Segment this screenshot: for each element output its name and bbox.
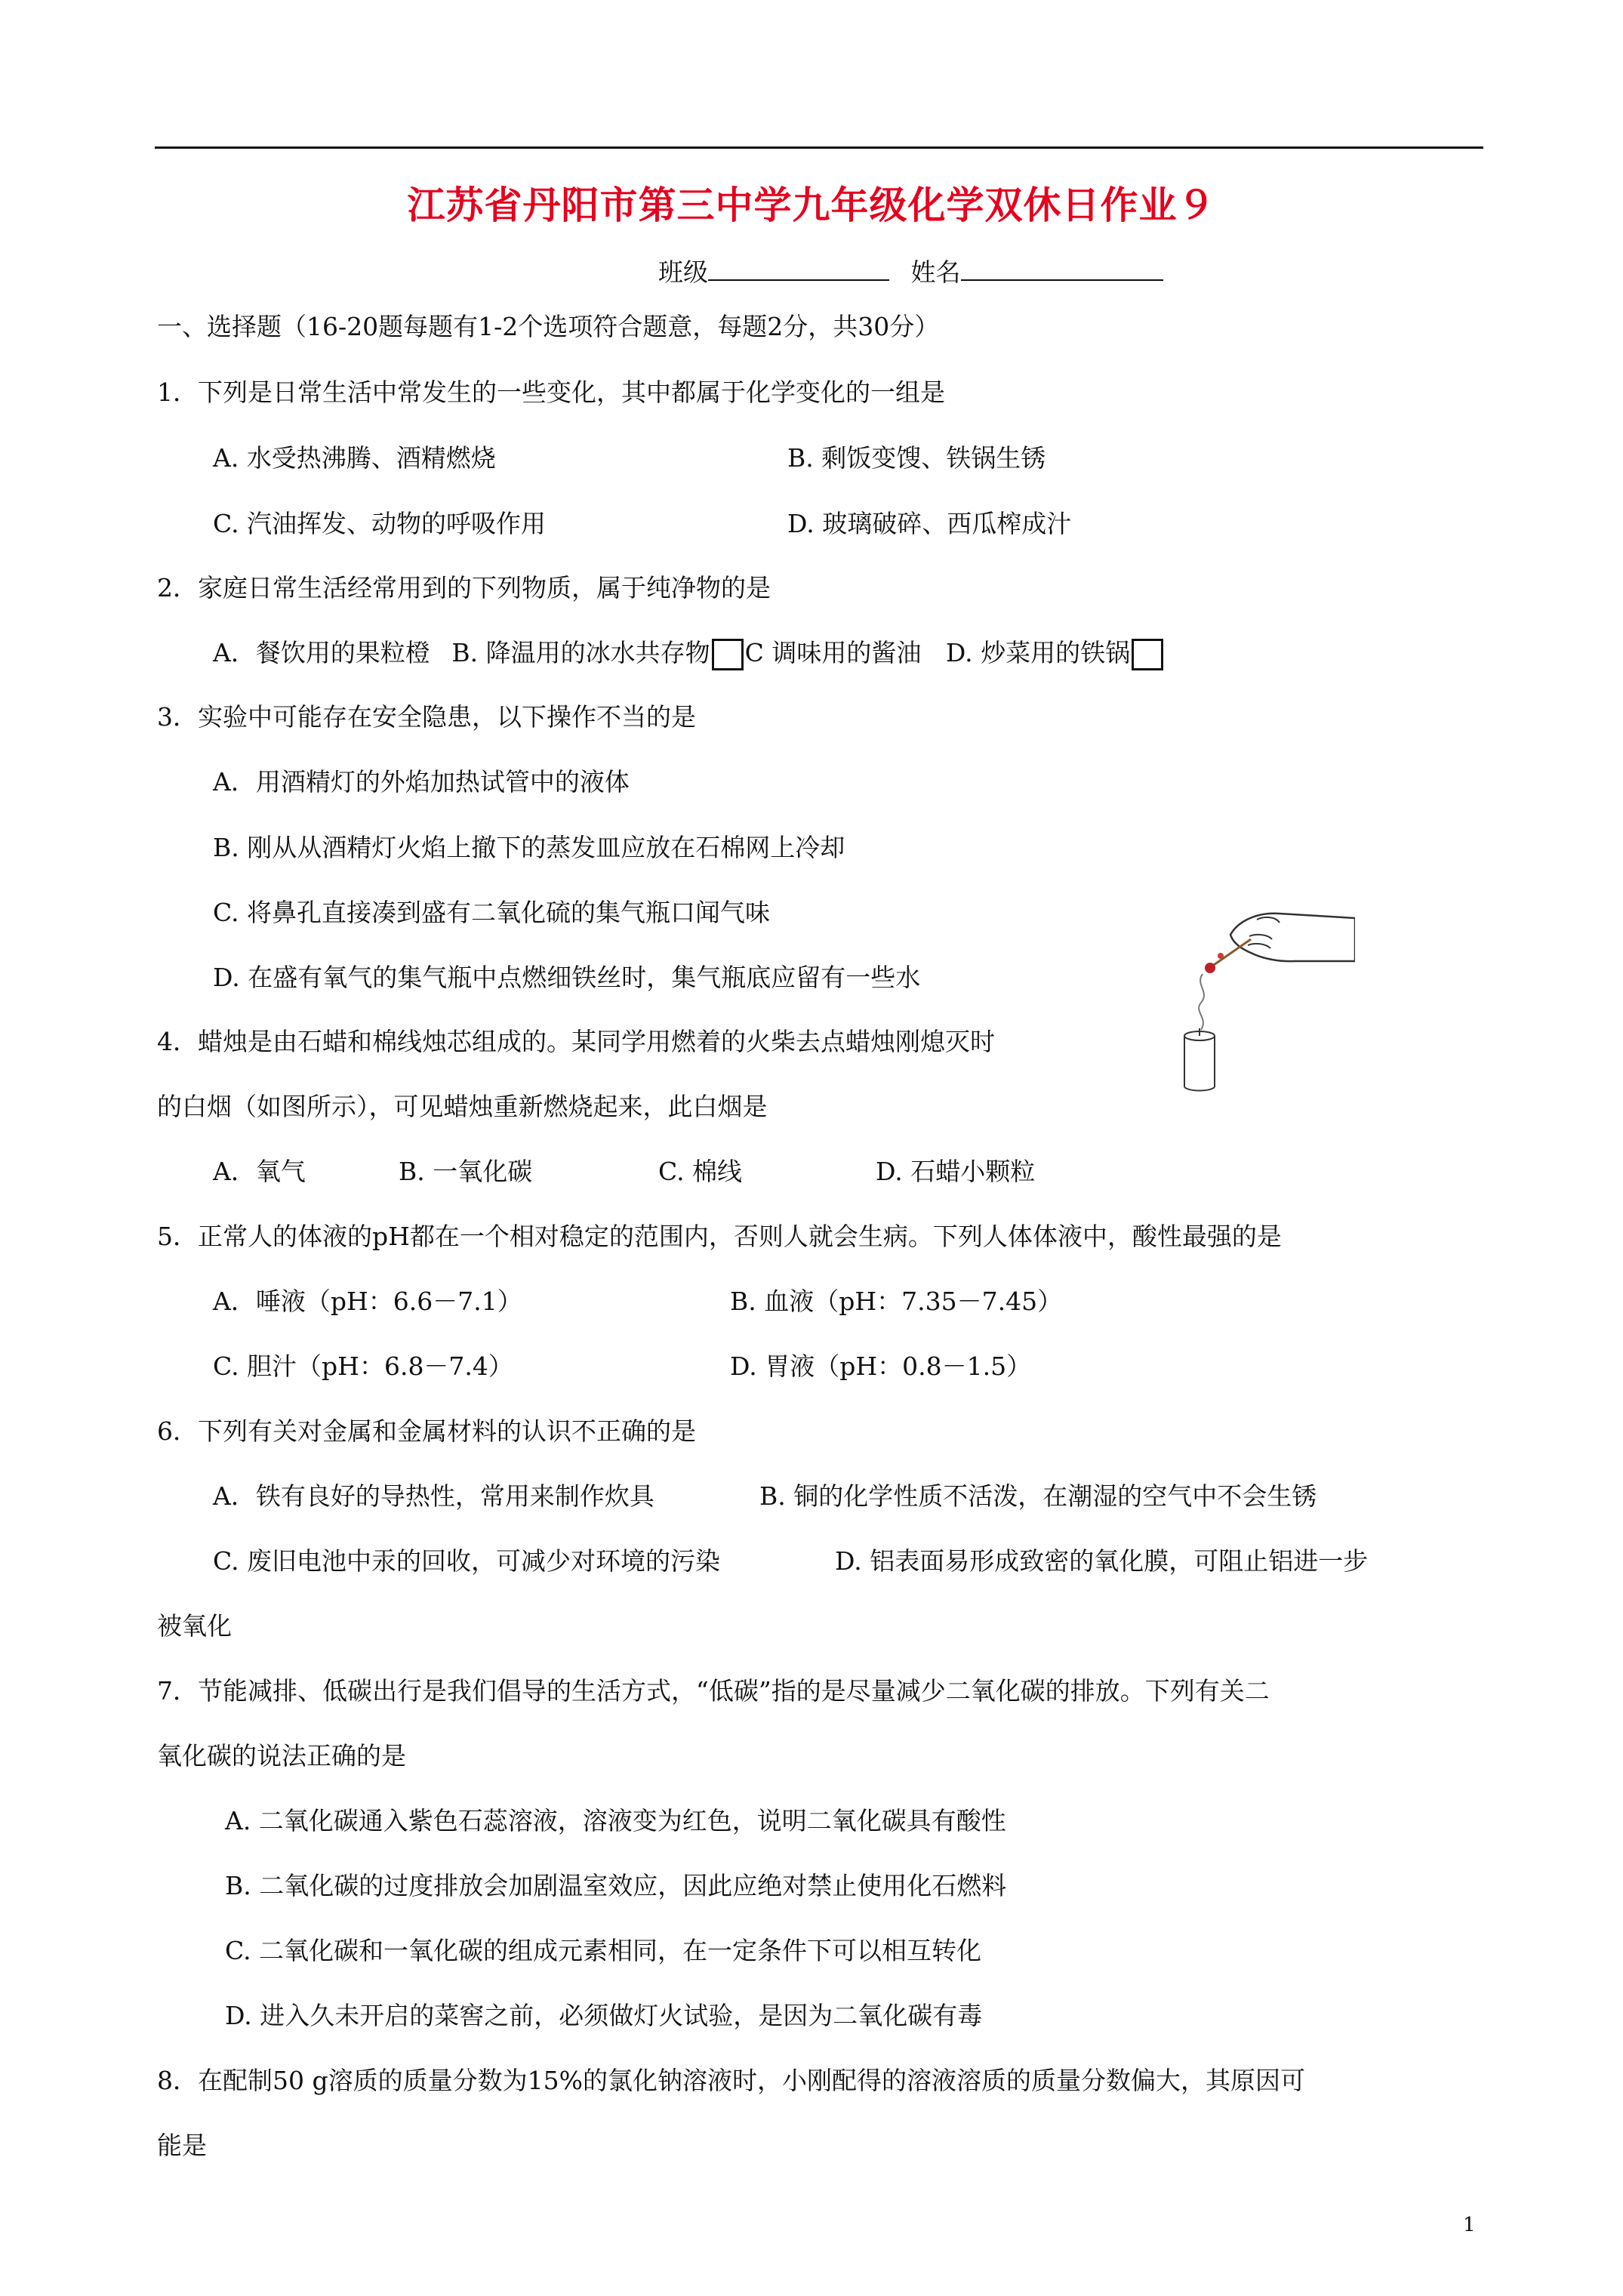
question-4-option-b: B. 一氧化碳 (399, 1157, 533, 1186)
class-label: 班级 (658, 257, 708, 287)
question-3-option-c: C. 将鼻孔直接凑到盛有二氧化硫的集气瓶口闻气味 (213, 898, 771, 927)
question-1-option-d: D. 玻璃破碎、西瓜榨成汁 (787, 509, 1072, 538)
class-blank[interactable] (708, 254, 889, 281)
question-2-option-d: D. 炒菜用的铁锅 (945, 638, 1131, 667)
question-6-stem: 6．下列有关对金属和金属材料的认识不正确的是 (157, 1416, 696, 1446)
question-4-option-a: A．氧气 (213, 1157, 306, 1186)
question-6-option-a: A．铁有良好的导热性，常用来制作炊具 (213, 1481, 654, 1511)
question-3-option-a: A．用酒精灯的外焰加热试管中的液体 (213, 767, 630, 797)
question-1-option-b: B. 剩饭变馊、铁锅生锈 (787, 443, 1046, 473)
question-2-options (213, 636, 1165, 670)
question-5-option-c: C. 胆汁（pH：6.8－7.4） (213, 1351, 513, 1381)
question-5-option-a: A．唾液（pH：6.6－7.1） (213, 1287, 522, 1316)
question-8-stem-line1: 8．在配制50 g溶质的质量分数为15%的氯化钠溶液时，小刚配得的溶液溶质的质量分数偏大，其原因可 (157, 2066, 1305, 2095)
class-name-line (658, 254, 1163, 289)
question-1-stem: 1．下列是日常生活中常发生的一些变化，其中都属于化学变化的一组是 (157, 378, 945, 407)
question-4-option-c: C. 棉线 (658, 1157, 743, 1186)
question-7-option-a: A. 二氧化碳通入紫色石蕊溶液，溶液变为红色，说明二氧化碳具有酸性 (225, 1806, 1006, 1835)
question-7-option-b: B. 二氧化碳的过度排放会加剧温室效应，因此应绝对禁止使用化石燃料 (225, 1871, 1007, 1900)
header-rule (155, 146, 1483, 149)
question-3-option-b: B. 刚从从酒精灯火焰上撤下的蒸发皿应放在石棉网上冷却 (213, 833, 845, 862)
candle-match-illustration (1166, 889, 1355, 1093)
question-4-option-d: D. 石蜡小颗粒 (876, 1157, 1036, 1186)
question-3-stem: 3．实验中可能存在安全隐患，以下操作不当的是 (157, 702, 696, 732)
answer-box (1132, 639, 1163, 670)
question-2-option-a: A．餐饮用的果粒橙 (213, 638, 430, 667)
question-8-stem-line2: 能是 (157, 2131, 207, 2160)
question-7-option-d: D. 进入久未开启的菜窖之前，必须做灯火试验，是因为二氧化碳有毒 (225, 2001, 983, 2030)
question-7-option-c: C. 二氧化碳和一氧化碳的组成元素相同，在一定条件下可以相互转化 (225, 1936, 982, 1965)
name-label: 姓名 (910, 257, 961, 287)
page-title: 江苏省丹阳市第三中学九年级化学双休日作业９ (407, 183, 1216, 227)
question-2-option-c: C 调味用的酱油 (744, 638, 922, 667)
question-5-option-d: D. 胃液（pH：0.8－1.5） (730, 1351, 1032, 1381)
question-6-option-d-continued: 被氧化 (157, 1611, 232, 1641)
question-2-option-b: B. 降温用的冰水共存物 (451, 638, 710, 667)
page-number: 1 (1463, 2214, 1476, 2236)
question-6-option-d: D. 铝表面易形成致密的氧化膜，可阻止铝进一步 (835, 1546, 1369, 1576)
question-5-option-b: B. 血液（pH：7.35－7.45） (730, 1287, 1063, 1316)
section-heading: 一、选择题（16-20题每题有1-2个选项符合题意，每题2分，共30分） (157, 312, 940, 341)
question-4-stem-line2: 的白烟（如图所示），可见蜡烛重新燃烧起来，此白烟是 (157, 1092, 768, 1121)
question-7-stem-line1: 7．节能减排、低碳出行是我们倡导的生活方式，“低碳”指的是尽量减少二氧化碳的排放。下列有关二 (157, 1676, 1270, 1706)
answer-box (712, 639, 744, 670)
question-7-stem-line2: 氧化碳的说法正确的是 (157, 1741, 406, 1771)
question-1-option-a: A. 水受热沸腾、酒精燃烧 (213, 443, 496, 473)
name-blank[interactable] (961, 254, 1163, 281)
question-2-stem: 2．家庭日常生活经常用到的下列物质，属于纯净物的是 (157, 573, 771, 603)
question-3-option-d: D. 在盛有氧气的集气瓶中点燃细铁丝时，集气瓶底应留有一些水 (213, 963, 921, 992)
question-5-stem: 5．正常人的体液的pH都在一个相对稳定的范围内，否则人就会生病。下列人体体液中，酸性最强的是 (157, 1222, 1282, 1251)
question-6-option-b: B. 铜的化学性质不活泼，在潮湿的空气中不会生锈 (759, 1481, 1317, 1511)
question-4-stem-line1: 4．蜡烛是由石蜡和棉线烛芯组成的。某同学用燃着的火柴去点蜡烛刚熄灭时 (157, 1027, 995, 1056)
question-6-option-c: C. 废旧电池中汞的回收，可减少对环境的污染 (213, 1546, 721, 1576)
question-1-option-c: C. 汽油挥发、动物的呼吸作用 (213, 509, 547, 538)
